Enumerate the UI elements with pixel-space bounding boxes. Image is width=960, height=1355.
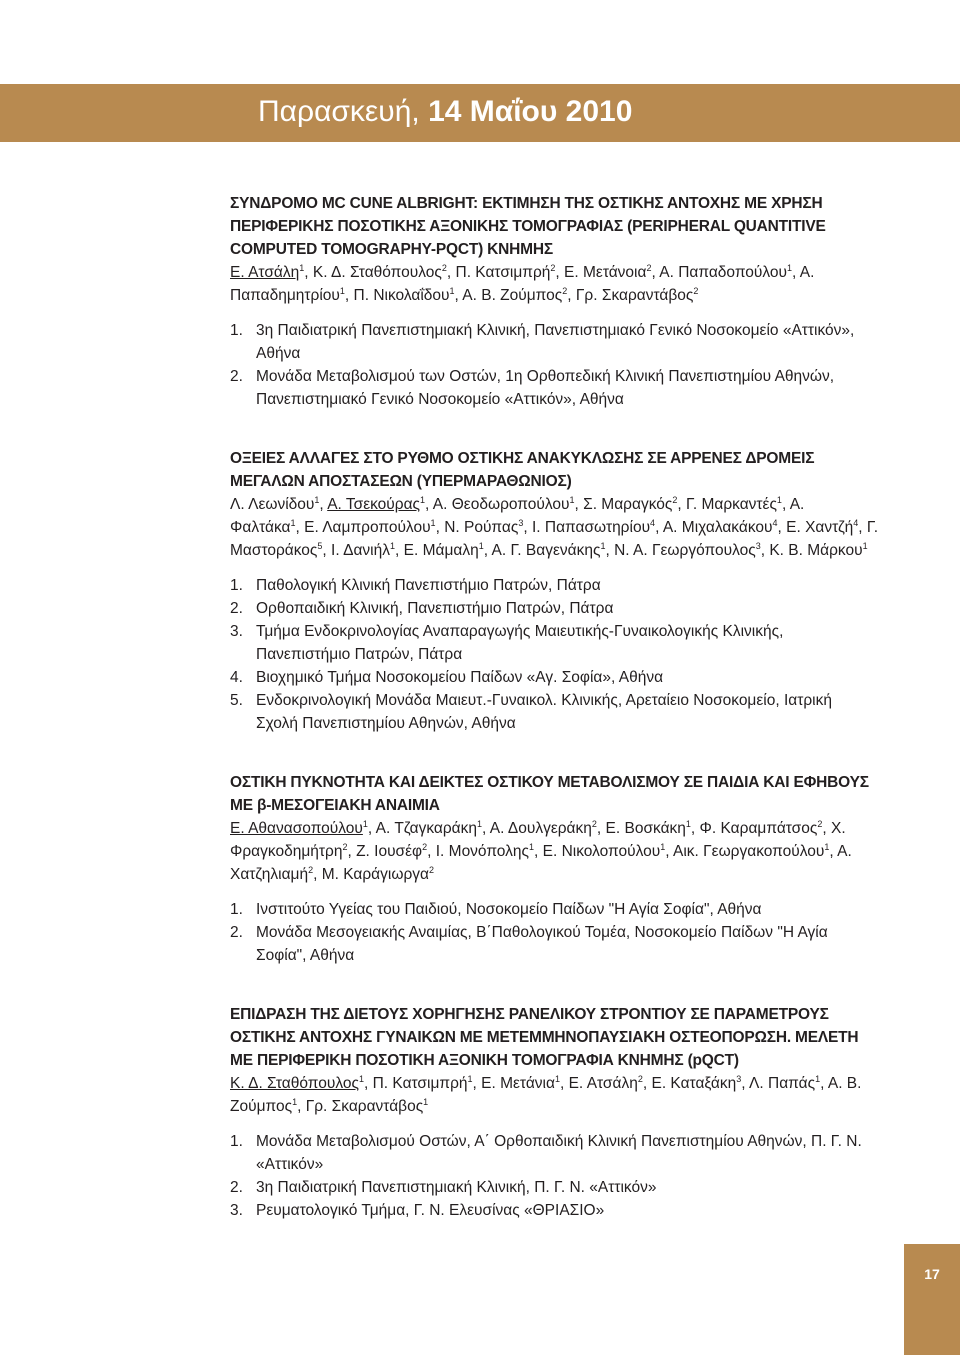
author-name <box>569 1075 638 1092</box>
affiliation-marker: 2 <box>817 818 823 829</box>
affiliation-marker: 1 <box>467 1073 473 1084</box>
author-name <box>404 542 479 559</box>
affiliation-marker: 2 <box>637 1073 643 1084</box>
author-list: Λ. Λεωνίδου$^1$, Α. Τσεκούρας$^1$, Α. Θεοδωροπούλου$^1$, Σ. Μαραγκός$^2$, Γ. Μαρκαντές$^1$, Α. Φαλτάκα$^1$, Ε. Λαμπροπούλου$^1$, Ν. Ρούπας$^3$, Ι. Παπασωτηρίου$^4$, Α. Μιχαλακάκου$^4$, Ε. Χαντζή$^4$, Γ. Μαστοράκος$^5$, Ι. Δανιήλ$^1$, Ε. Μάμαλη$^1$, Α. Γ. Βαγενάκης$^1$, Ν. Α. Γεωργόπουλος$^3$, Κ. Β. Μάρκου$^1$ <box>230 494 878 559</box>
affiliation-item <box>230 1199 878 1222</box>
affiliation-number: 2. <box>230 1179 243 1196</box>
author-name <box>700 820 818 837</box>
affiliation-marker: 2 <box>441 262 447 273</box>
affiliation-marker: 5 <box>317 540 323 551</box>
author-name <box>230 496 314 513</box>
author-name-text: Ε. Μετάνοια <box>564 264 647 281</box>
abstract-title: ΟΣΤΙΚΗ ΠΥΚΝΟΤΗΤΑ ΚΑΙ ΔΕΙΚΤΕΣ ΟΣΤΙΚΟΥ ΜΕΤΑΒΟΛΙΣΜΟΥ ΣΕ ΠΑΙΔΙΑ ΚΑΙ ΕΦΗΒΟΥΣ ΜΕ β-ΜΕΣΟΓΕΙΑΚΗ ΑΝΑΙΜΙΑ <box>230 774 869 814</box>
author-name <box>532 519 650 536</box>
affiliation-marker: 3 <box>518 517 524 528</box>
affiliation-number: 1. <box>230 901 243 918</box>
affiliation-marker: 1 <box>290 517 296 528</box>
affiliation-item <box>230 921 878 967</box>
affiliation-text: Ινστιτούτο Υγείας του Παιδιού, Νοσοκομείο Παίδων "Η Αγία Σοφία", Αθήνα <box>256 901 762 918</box>
author-name <box>436 843 529 860</box>
affiliation-marker: 2 <box>562 285 568 296</box>
affiliation-item <box>230 689 878 735</box>
author-name <box>749 1075 815 1092</box>
author-name <box>492 542 601 559</box>
affiliation-marker: 1 <box>569 494 575 505</box>
author-name <box>331 542 390 559</box>
author-name-text: Α. Τσεκούρας <box>327 496 421 513</box>
affiliation-marker: 2 <box>422 841 428 852</box>
affiliation-marker: 2 <box>672 494 678 505</box>
author-name-text: Κ. Δ. Σταθόπουλος <box>230 1075 359 1092</box>
affiliation-number: 1. <box>230 322 243 339</box>
author-list: Κ. Δ. Σταθόπουλος$^1$, Π. Κατσιμπρή$^1$, Ε. Μετάνια$^1$, Ε. Ατσάλη$^2$, Ε. Καταξάκη$^3$, Λ. Παπάς$^1$, Α. Β. Ζούμπος$^1$, Γρ. Σκαραντάβος$^1$ <box>230 1073 862 1115</box>
author-name-text: Γ. Μαρκαντές <box>686 496 777 513</box>
affiliation-marker: 1 <box>292 1096 298 1107</box>
affiliation-list <box>230 898 878 967</box>
author-name-text: Α. Φαλτάκα <box>230 496 805 536</box>
author-name-text: Ε. Καταξάκη <box>651 1075 737 1092</box>
author-name <box>543 843 661 860</box>
session-date-title <box>258 90 632 134</box>
affiliation-number: 2. <box>230 368 243 385</box>
author-list: Ε. Αθανασοπούλου$^1$, Α. Τζαγκαράκη$^1$, Α. Δουλγεράκη$^2$, Ε. Βοσκάκη$^1$, Φ. Καραμπάτσος$^2$, Χ. Φραγκοδημήτρη$^2$, Ζ. Ιουσέφ$^2$, Ι. Μονόπολης$^1$, Ε. Νικολοπούλου$^1$, Αικ. Γεωργακοπούλου$^1$, Α. Χατζηλιαμή$^2$, Μ. Καράγιωργα$^2$ <box>230 818 852 883</box>
affiliation-number: 2. <box>230 600 243 617</box>
affiliation-marker: 1 <box>787 262 793 273</box>
abstract-title: ΟΞΕΙΕΣ ΑΛΛΑΓΕΣ ΣΤΟ ΡΥΘΜΟ ΟΣΤΙΚΗΣ ΑΝΑΚΥΚΛΩΣΗΣ ΣΕ ΑΡΡΕΝΕΣ ΔΡΟΜΕΙΣ ΜΕΓΑΛΩΝ ΑΠΟΣΤΑΣΕΩΝ (ΥΠΕΡΜΑΡΑΘΩΝΙΟΣ) <box>230 450 815 490</box>
affiliation-marker: 2 <box>428 864 434 875</box>
affiliation-item <box>230 620 878 666</box>
abstract-entry <box>230 447 878 735</box>
affiliation-text: Ρευματολογικό Τμήμα, Γ. Ν. Ελευσίνας «ΘΡΙΑΣΙΟ» <box>256 1202 605 1219</box>
author-name <box>663 519 773 536</box>
author-name-text: Ε. Μετάνια <box>481 1075 555 1092</box>
author-name-text: Ε. Μάμαλη <box>403 542 479 559</box>
affiliation-marker: 1 <box>423 1096 429 1107</box>
author-name <box>304 519 430 536</box>
affiliation-number: 1. <box>230 1133 243 1150</box>
author-name-text: Ι. Δανιήλ <box>331 542 390 559</box>
affiliation-list <box>230 1130 878 1222</box>
affiliation-marker: 1 <box>528 841 534 852</box>
affiliation-marker: 1 <box>660 841 666 852</box>
affiliation-marker: 2 <box>550 262 556 273</box>
author-name <box>230 820 363 837</box>
affiliation-marker: 1 <box>299 262 305 273</box>
session-day: Παρασκευή, <box>258 95 420 128</box>
author-name <box>673 843 824 860</box>
author-name-text: Ε. Ατσάλη <box>230 264 300 281</box>
affiliation-number: 3. <box>230 623 243 640</box>
author-name <box>651 1075 736 1092</box>
author-name-text: Ε. Νικολοπούλου <box>542 843 661 860</box>
session-date: 14 Μαΐου 2010 <box>428 95 633 128</box>
author-name-text: Χ. Φραγκοδημήτρη <box>230 820 846 860</box>
affiliation-text: Μονάδα Μεσογειακής Αναιμίας, Β΄Παθολογικού Τομέα, Νοσοκομείο Παίδων "Η Αγία Σοφία", Αθήνα <box>256 924 828 964</box>
affiliation-marker: 1 <box>449 285 455 296</box>
author-name-text: Ε. Ατσάλη <box>568 1075 638 1092</box>
author-name <box>606 820 686 837</box>
author-name <box>481 1075 555 1092</box>
affiliation-number: 4. <box>230 669 243 686</box>
author-name-text: Ι. Μονόπολης <box>435 843 529 860</box>
affiliation-marker: 2 <box>591 818 597 829</box>
abstract-title: ΕΠΙΔΡΑΣΗ ΤΗΣ ΔΙΕΤΟΥΣ ΧΟΡΗΓΗΣΗΣ ΡΑΝΕΛΙΚΟΥ ΣΤΡΟΝΤΙΟΥ ΣΕ ΠΑΡΑΜΕΤΡΟΥΣ ΟΣΤΙΚΗΣ ΑΝΤΟΧΗΣ ΓΥΝΑΙΚΩΝ ΜΕ ΜΕΤΕΜΜΗΝΟΠΑΥΣΙΑΚΗ ΟΣΤΕΟΠΟΡΩΣΗ. ΜΕΛΕΤΗ ΜΕ ΠΕΡΙΦΕΡΙΚΗ ΠΟΣΟΤΙΚΗ ΑΞΟΝΙΚΗ ΤΟΜΟΓΡΑΦΙΑ ΚΝΗΜΗΣ (pQCT) <box>230 1006 859 1069</box>
author-name <box>462 287 562 304</box>
affiliation-marker: 4 <box>853 517 859 528</box>
author-name-text: Ε. Αθανασοπούλου <box>230 820 363 837</box>
author-name <box>313 264 442 281</box>
author-name <box>230 1075 359 1092</box>
author-name <box>444 519 518 536</box>
author-name-text: Π. Κατσιμπρή <box>455 264 551 281</box>
author-name <box>373 1075 468 1092</box>
affiliation-item <box>230 666 878 689</box>
affiliation-marker: 2 <box>693 285 699 296</box>
abstract-entry <box>230 192 878 411</box>
affiliation-item <box>230 319 878 365</box>
affiliation-list <box>230 574 878 735</box>
author-list: Ε. Ατσάλη$^1$, Κ. Δ. Σταθόπουλος$^2$, Π. Κατσιμπρή$^2$, Ε. Μετάνοια$^2$, Α. Παπαδοπούλου$^1$, Α. Παπαδημητρίου$^1$, Π. Νικολαΐδου$^1$, Α. Β. Ζούμπος$^2$, Γρ. Σκαραντάβος$^2$ <box>230 262 815 304</box>
author-name <box>356 843 422 860</box>
author-name-text: Σ. Μαραγκός <box>583 496 673 513</box>
affiliation-marker: 1 <box>420 494 426 505</box>
affiliation-number: 3. <box>230 1202 243 1219</box>
affiliation-text: Παθολογική Κλινική Πανεπιστήμιο Πατρών, Πάτρα <box>256 577 601 594</box>
author-name-text: Μ. Καράγιωργα <box>321 866 429 883</box>
author-name <box>327 496 420 513</box>
author-name <box>354 287 450 304</box>
author-name-text: Α. Β. Ζούμπος <box>230 1075 862 1115</box>
affiliation-text: 3η Παιδιατρική Πανεπιστημιακή Κλινική, Π. Γ. Ν. «Αττικόν» <box>256 1179 657 1196</box>
affiliation-list <box>230 319 878 411</box>
affiliation-marker: 2 <box>342 841 348 852</box>
affiliation-marker: 1 <box>339 285 345 296</box>
author-name-text: Ε. Βοσκάκη <box>605 820 686 837</box>
affiliation-marker: 1 <box>390 540 396 551</box>
author-name-text: Λ. Παπάς <box>749 1075 816 1092</box>
author-name-text: Α. Γ. Βαγενάκης <box>491 542 601 559</box>
author-name-text: Α. Δουλγεράκη <box>489 820 592 837</box>
affiliation-marker: 1 <box>362 818 368 829</box>
affiliation-marker: 1 <box>824 841 830 852</box>
affiliation-marker: 1 <box>776 494 782 505</box>
affiliation-marker: 1 <box>478 540 484 551</box>
affiliation-marker: 4 <box>772 517 778 528</box>
author-name-text: Α. Μιχαλακάκου <box>662 519 773 536</box>
author-name-text: Ζ. Ιουσέφ <box>356 843 423 860</box>
author-name-text: Αικ. Γεωργακοπούλου <box>672 843 825 860</box>
author-name-text: Γρ. Σκαραντάβος <box>575 287 694 304</box>
author-name <box>686 496 777 513</box>
affiliation-marker: 1 <box>314 494 320 505</box>
affiliation-item <box>230 1176 878 1199</box>
author-name <box>433 496 570 513</box>
affiliation-text: 3η Παιδιατρική Πανεπιστημιακή Κλινική, Πανεπιστημιακό Γενικό Νοσοκομείο «Αττικόν», Αθήνα <box>256 322 855 362</box>
affiliation-marker: 3 <box>736 1073 742 1084</box>
affiliation-number: 2. <box>230 924 243 941</box>
author-name-text: Α. Β. Ζούμπος <box>462 287 563 304</box>
author-name-text: Π. Κατσιμπρή <box>372 1075 468 1092</box>
author-name-text: Γρ. Σκαραντάβος <box>305 1098 424 1115</box>
author-name-text: Α. Παπαδοπούλου <box>659 264 788 281</box>
affiliation-marker: 1 <box>815 1073 821 1084</box>
affiliation-marker: 1 <box>862 540 868 551</box>
affiliation-text: Ορθοπαιδική Κλινική, Πανεπιστήμιο Πατρών, Πάτρα <box>256 600 614 617</box>
author-name-text: Γ. Μαστοράκος <box>230 519 878 559</box>
affiliation-marker: 1 <box>600 540 606 551</box>
author-name <box>769 542 862 559</box>
author-name-text: Ε. Χαντζή <box>786 519 854 536</box>
affiliation-item <box>230 574 878 597</box>
affiliation-marker: 1 <box>477 818 483 829</box>
author-name-text: Κ. Β. Μάρκου <box>769 542 863 559</box>
abstract-entry <box>230 771 878 967</box>
abstract-title: ΣΥΝΔΡΟΜΟ MC CUNE ALBRIGHT: ΕΚΤΙΜΗΣΗ ΤΗΣ ΟΣΤΙΚΗΣ ΑΝΤΟΧΗΣ ΜΕ ΧΡΗΣΗ ΠΕΡΙΦΕΡΙΚΗΣ ΠΟΣΟΤΙΚΗΣ ΑΞΟΝΙΚΗΣ ΤΟΜΟΓΡΑΦΙΑΣ (PERIPHERAL QUANTITIVE COMPUTED TOMOGRAPHY-PQCT) ΚΝΗΜΗΣ <box>230 195 826 258</box>
author-name-text: Π. Νικολαΐδου <box>353 287 450 304</box>
author-name-text: Ν. Α. Γεωργόπουλος <box>614 542 756 559</box>
author-name <box>230 264 299 281</box>
affiliation-marker: 3 <box>755 540 761 551</box>
author-name-text: Λ. Λεωνίδου <box>230 496 315 513</box>
abstract-entry <box>230 1003 878 1222</box>
author-name <box>576 287 693 304</box>
author-name-text: Α. Τζαγκαράκη <box>375 820 477 837</box>
author-name <box>564 264 646 281</box>
author-name <box>786 519 853 536</box>
abstracts-list <box>230 192 878 1258</box>
affiliation-marker: 1 <box>685 818 691 829</box>
affiliation-text: Βιοχημικό Τμήμα Νοσοκομείου Παίδων «Αγ. Σοφία», Αθήνα <box>256 669 664 686</box>
affiliation-marker: 2 <box>308 864 314 875</box>
page-number: 17 <box>924 1266 940 1282</box>
author-name <box>376 820 477 837</box>
author-name <box>614 542 756 559</box>
author-name <box>490 820 592 837</box>
affiliation-item <box>230 365 878 411</box>
affiliation-text: Τμήμα Ενδοκρινολογίας Αναπαραγωγής Μαιευτικής-Γυναικολογικής Κλινικής, Πανεπιστήμιο Πατρών, Πάτρα <box>256 623 784 663</box>
author-name <box>306 1098 423 1115</box>
author-name <box>322 866 429 883</box>
affiliation-marker: 1 <box>358 1073 364 1084</box>
author-name-text: Α. Χατζηλιαμή <box>230 843 852 883</box>
author-name-text: Ι. Παπασωτηρίου <box>531 519 651 536</box>
author-name-text: Ν. Ρούπας <box>444 519 519 536</box>
page-number-tab <box>904 1244 960 1355</box>
affiliation-marker: 1 <box>554 1073 560 1084</box>
affiliation-text: Μονάδα Μεταβολισμού των Οστών, 1η Ορθοπεδική Κλινική Πανεπιστημίου Αθηνών, Πανεπιστημιακό Γενικό Νοσοκομείο «Αττικόν», Αθήνα <box>256 368 835 408</box>
affiliation-number: 1. <box>230 577 243 594</box>
author-name-text: Α. Παπαδημητρίου <box>230 264 815 304</box>
author-name <box>583 496 672 513</box>
affiliation-item <box>230 1130 878 1176</box>
author-name-text: Κ. Δ. Σταθόπουλος <box>312 264 442 281</box>
affiliation-marker: 1 <box>430 517 436 528</box>
affiliation-text: Μονάδα Μεταβολισμού Οστών, Α΄ Ορθοπαιδική Κλινική Πανεπιστημίου Αθηνών, Π. Γ. Ν. «Αττικόν» <box>256 1133 862 1173</box>
affiliation-text: Ενδοκρινολογική Μονάδα Μαιευτ.-Γυναικολ. Κλινικής, Αρεταίειο Νοσοκομείο, Ιατρική Σχολή Πανεπιστημίου Αθηνών, Αθήνα <box>256 692 832 732</box>
author-name <box>456 264 551 281</box>
affiliation-marker: 2 <box>646 262 652 273</box>
author-name <box>659 264 787 281</box>
author-name-text: Ε. Λαμπροπούλου <box>304 519 431 536</box>
affiliation-item <box>230 898 878 921</box>
author-name-text: Φ. Καραμπάτσος <box>699 820 818 837</box>
affiliation-number: 5. <box>230 692 243 709</box>
affiliation-item <box>230 597 878 620</box>
header-banner <box>0 84 960 142</box>
affiliation-marker: 4 <box>650 517 656 528</box>
author-name-text: Α. Θεοδωροπούλου <box>432 496 570 513</box>
